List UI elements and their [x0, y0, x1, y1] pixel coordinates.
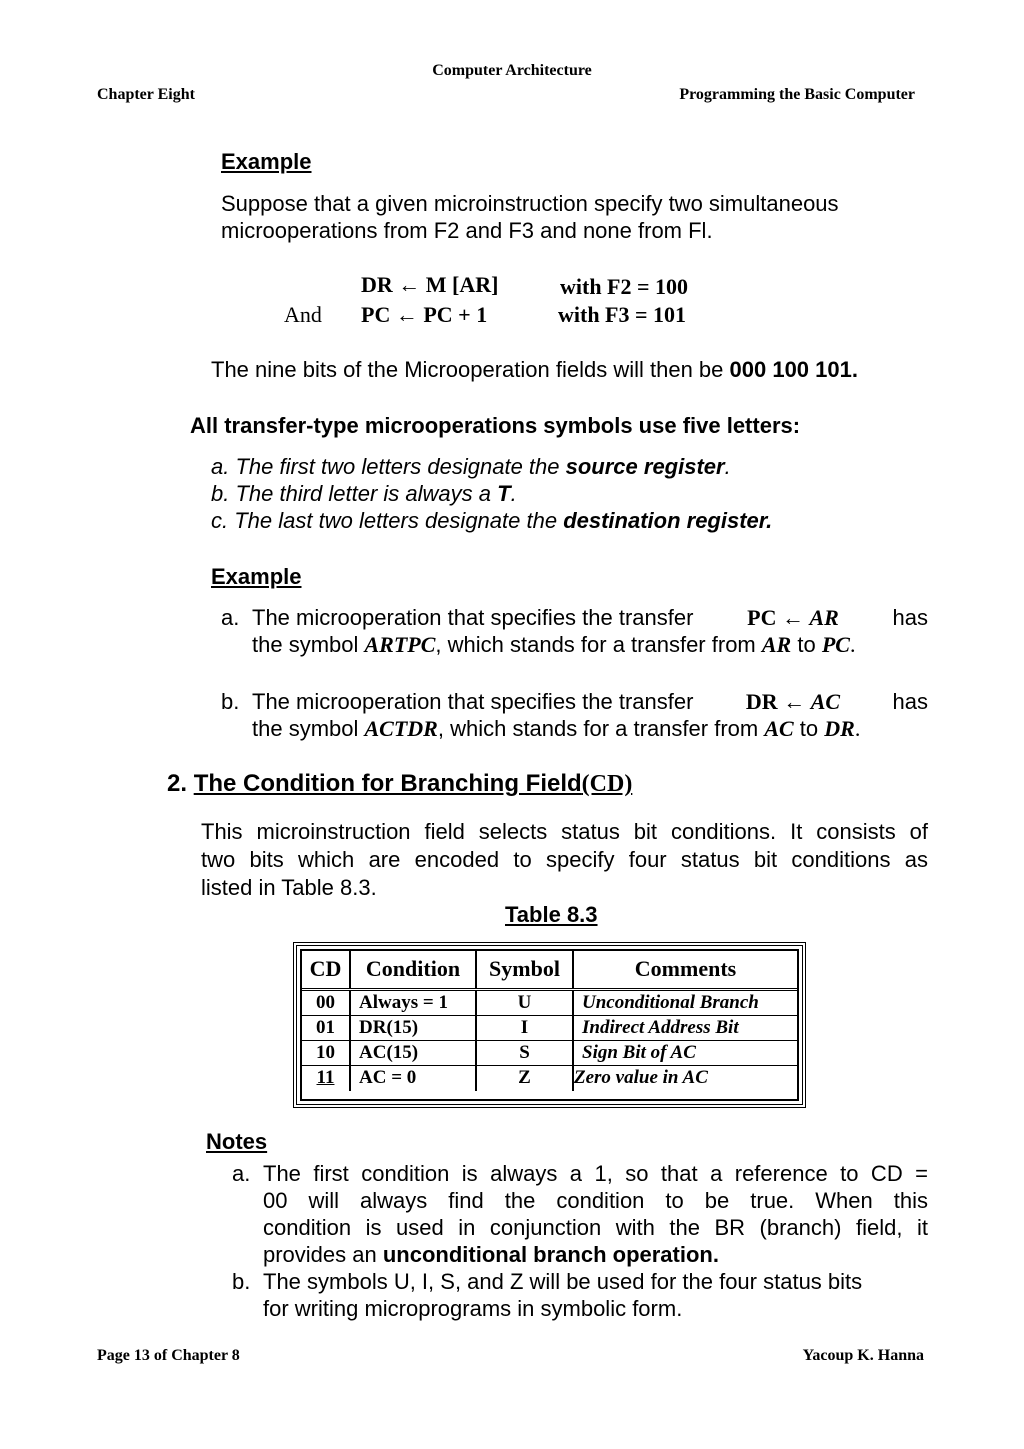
cell-symbol: U: [476, 989, 573, 1015]
cell-cd: 10: [302, 1040, 350, 1065]
cell-symbol: S: [476, 1040, 573, 1065]
example2-b-period: .: [854, 716, 861, 741]
expr-a-source: AR: [809, 605, 839, 630]
cell-comment: Zero value in AC: [574, 1067, 708, 1089]
equation-2-prefix: And: [284, 302, 322, 327]
example2-b-mid: , which stands for a transfer from: [437, 716, 765, 741]
bits-value: 000 100 101.: [729, 357, 858, 382]
cell-condition: Always = 1: [350, 989, 476, 1015]
section-title: The Condition for Branching Field: [193, 770, 582, 797]
transfer-item-a: [211, 453, 731, 480]
example2-a-expression: [747, 604, 839, 631]
example2-b-line2: [252, 715, 860, 742]
note-b-line1: The symbols U, I, S, and Z will be used for the four status bits: [263, 1269, 863, 1294]
transfer-item-c: [211, 507, 772, 534]
transfer-item-c-bold: destination register.: [563, 508, 773, 533]
column-header-comments: Comments: [634, 956, 737, 982]
arrow-icon: ←: [781, 605, 804, 630]
section-title-abbrev: (CD): [581, 771, 633, 797]
table-row: [302, 1040, 797, 1065]
page-number: Page 13 of Chapter 8: [97, 1347, 240, 1364]
example2-a-from: AR: [761, 632, 792, 657]
symbol-actdr: ACTDR: [364, 716, 438, 741]
cell-symbol: I: [476, 1015, 573, 1040]
example2-b-expression: [746, 688, 840, 715]
symbol-artpc: ARTPC: [364, 632, 436, 657]
transfer-item-a-end: .: [724, 454, 731, 479]
note-a-line4: [263, 1241, 719, 1268]
example2-b-to-word: to: [793, 716, 825, 741]
transfer-item-b-text: b. The third letter is always a: [211, 481, 498, 506]
example2-a-period: .: [849, 632, 856, 657]
example2-a-to-word: to: [791, 632, 822, 657]
example2-a-line1: [252, 604, 928, 631]
cell-condition: DR(15): [350, 1015, 476, 1040]
arrow-icon: ←: [783, 689, 806, 714]
example2-b-marker: b.: [221, 689, 240, 714]
equation-1-lhs: DR ← M [AR]: [361, 272, 499, 297]
section-2-heading: [167, 770, 632, 798]
transfer-item-b: [211, 480, 517, 507]
section-number: 2.: [167, 770, 188, 797]
author: Yacoup K. Hanna: [802, 1347, 924, 1364]
expr-b-source: AC: [810, 689, 841, 714]
transfer-item-a-bold: source register: [565, 454, 725, 479]
table-row: [302, 1065, 797, 1091]
example2-b-to: DR: [824, 716, 855, 741]
equation-1-rhs: with F2 = 100: [560, 274, 689, 299]
table-caption: Table 8.3: [505, 902, 598, 927]
transfer-item-c-text: c. The last two letters designate the: [211, 508, 564, 533]
section2-para-line1: This microinstruction field selects status bit conditions. It consists of: [201, 819, 928, 844]
document-title: Computer Architecture: [432, 62, 592, 79]
example2-b-line1: [252, 688, 928, 715]
table-8-3: [293, 942, 806, 1108]
transfer-heading: All transfer-type microoperations symbols use five letters:: [190, 413, 801, 438]
note-a-line2: 00 will always find the condition to be true. When this: [263, 1188, 928, 1213]
example1-text-line1: Suppose that a given microinstruction specify two simultaneous: [221, 191, 839, 216]
example-heading-2: Example: [211, 564, 302, 589]
note-a-line3: condition is used in conjunction with the BR (branch) field, it: [263, 1215, 928, 1240]
expr-b-destination: DR: [745, 689, 778, 714]
table-row: [302, 989, 797, 1015]
cell-symbol: Z: [476, 1065, 573, 1091]
transfer-item-b-end: .: [510, 481, 517, 506]
example-heading-1: Example: [221, 149, 312, 174]
example2-b-text: The microoperation that specifies the transfer: [252, 689, 694, 714]
note-a-line4-text: provides an: [263, 1242, 383, 1267]
note-a-marker: a.: [232, 1161, 251, 1186]
example1-text-line2: microoperations from F2 and F3 and none from Fl.: [221, 218, 713, 243]
cell-condition: AC = 0: [350, 1065, 476, 1091]
example2-a-mid: , which stands for a transfer from: [435, 632, 762, 657]
cell-comment: Unconditional Branch: [582, 991, 759, 1013]
cell-comment: Indirect Address Bit: [582, 1016, 739, 1038]
example2-b-from: AC: [764, 716, 794, 741]
bits-text: The nine bits of the Microoperation fields will then be: [211, 357, 730, 382]
table-header-row: [302, 951, 797, 989]
note-a-line1: The first condition is always a 1, so that a reference to CD =: [263, 1161, 928, 1186]
column-header-condition: Condition: [350, 951, 476, 989]
note-a-line4-bold: unconditional branch operation.: [382, 1242, 719, 1267]
notes-heading: Notes: [206, 1129, 268, 1154]
cell-cd: 11: [302, 1065, 350, 1091]
example2-b-end: has: [892, 689, 928, 714]
section-label: Programming the Basic Computer: [679, 86, 915, 103]
section2-para-line2: two bits which are encoded to specify four status bit conditions as: [201, 847, 928, 872]
cell-condition: AC(15): [350, 1040, 476, 1065]
example2-b-pre: the symbol: [252, 716, 365, 741]
example2-a-pre: the symbol: [252, 632, 365, 657]
expr-a-destination: PC: [747, 605, 777, 630]
column-header-cd: CD: [302, 951, 350, 989]
example2-a-line2: [252, 631, 855, 658]
transfer-item-b-bold: T: [497, 481, 511, 506]
column-header-symbol: Symbol: [476, 951, 573, 989]
note-b-line2: for writing microprograms in symbolic form.: [263, 1296, 683, 1321]
example2-a-to: PC: [821, 632, 850, 657]
equation-2-lhs: PC ← PC + 1: [361, 302, 488, 327]
equation-2-rhs: with F3 = 101: [558, 302, 687, 327]
example2-a-text: The microoperation that specifies the transfer: [252, 605, 694, 630]
condition-table: [302, 951, 797, 1091]
section2-para-line3: listed in Table 8.3.: [201, 875, 377, 900]
bits-sentence: [211, 356, 858, 383]
cell-cd: 00: [302, 989, 350, 1015]
cell-cd: 01: [302, 1015, 350, 1040]
table-row: [302, 1015, 797, 1040]
example2-a-marker: a.: [221, 605, 240, 630]
transfer-item-a-text: a. The first two letters designate the: [211, 454, 566, 479]
example2-a-end: has: [892, 605, 928, 630]
chapter-label: Chapter Eight: [97, 86, 195, 103]
cell-comment: Sign Bit of AC: [582, 1041, 696, 1063]
note-b-marker: b.: [232, 1269, 251, 1294]
